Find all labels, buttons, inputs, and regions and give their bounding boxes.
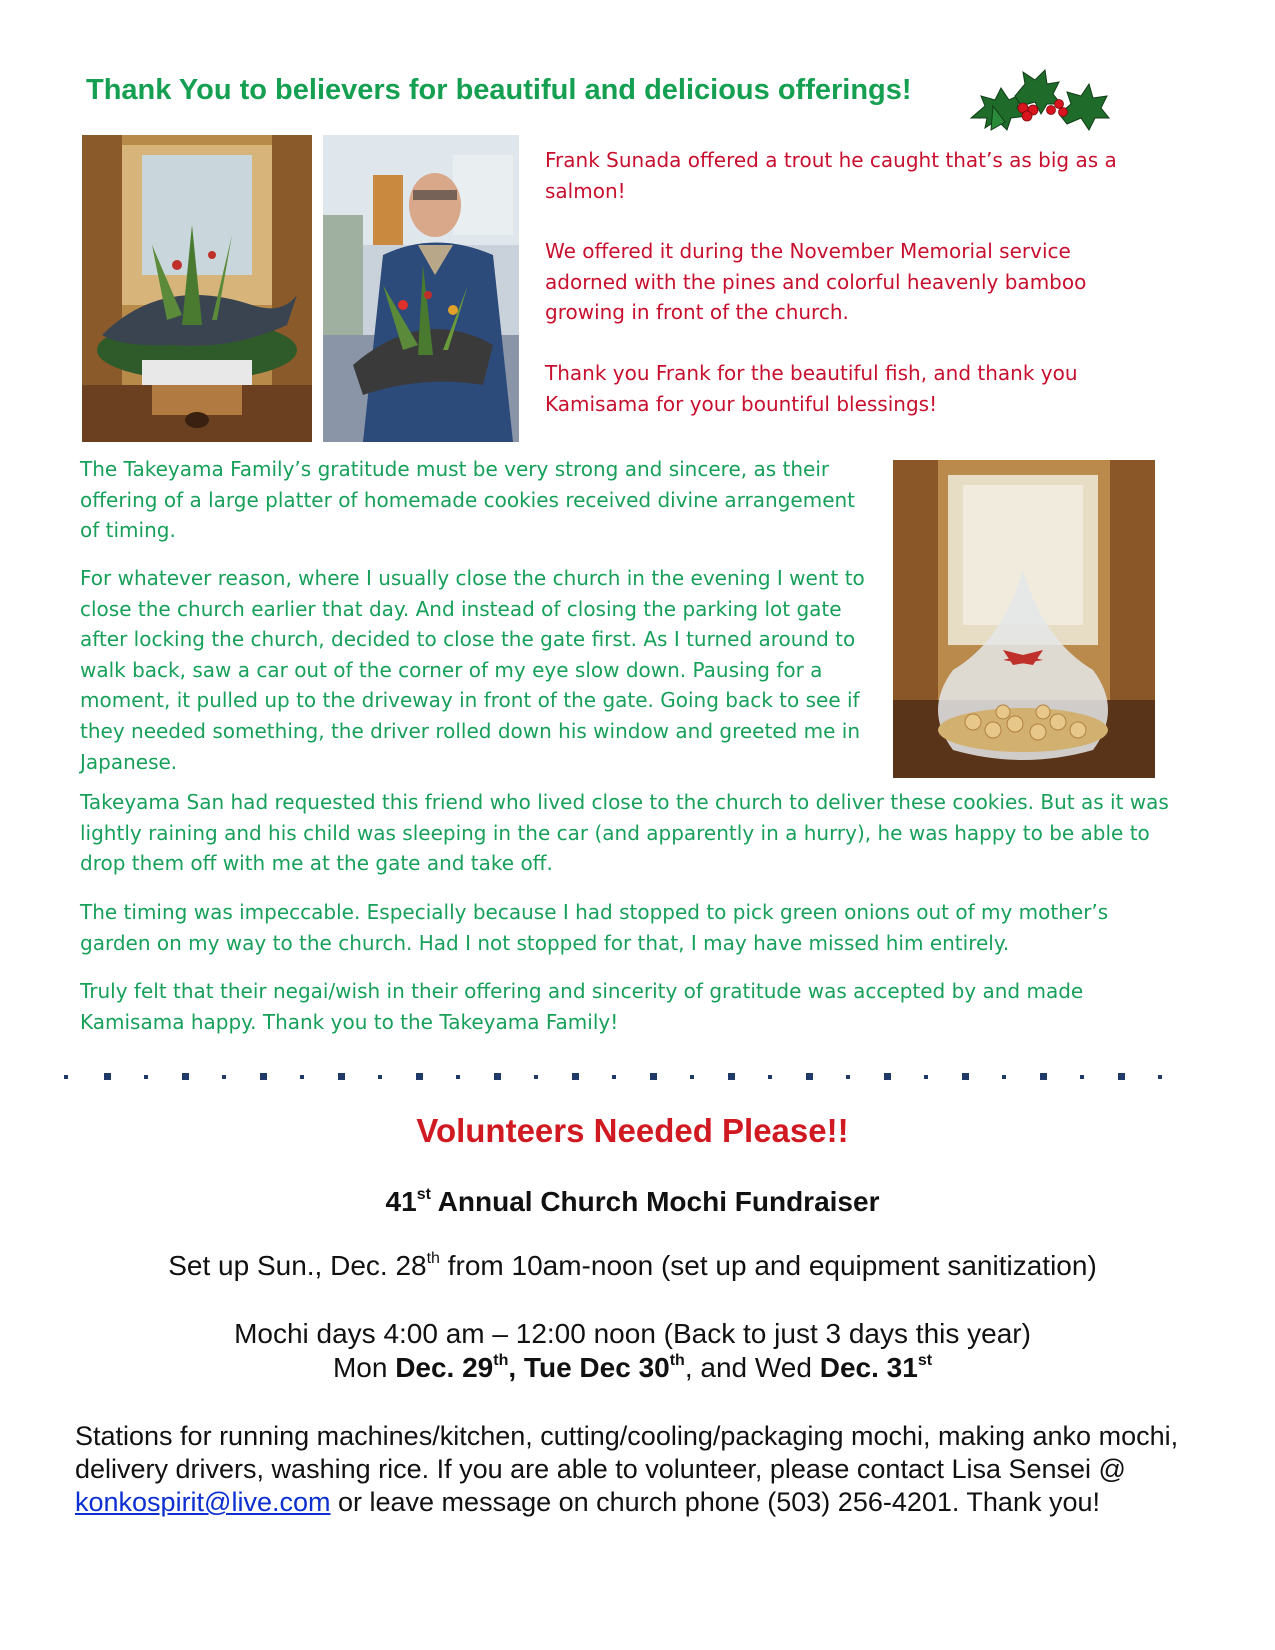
volunteers-title: Volunteers Needed Please!! <box>416 1112 849 1149</box>
takeyama-paragraph-intro: The Takeyama Family’s gratitude must be very strong and sincere, as their offering of a large platter of homemade cookies received divine arrangement of timing. <box>80 457 856 543</box>
date2: Dec 30 <box>579 1352 670 1383</box>
offerings-title: Thank You to believers for beautiful and delicious offerings! <box>86 74 912 106</box>
stations-text: Stations for running machines/kitchen, cutting/cooling/packaging mochi, making anko mochi, delivery drivers, washing rice. If you are able to volunteer, please contact Lisa Sensei @ <box>75 1421 1179 1484</box>
takeyama-paragraph-timing: The timing was impeccable. Especially because I had stopped to pick green onions out of my mother’s garden on my way to the church. Had I not stopped for that, I may have missed him entirely. <box>80 900 1109 955</box>
date3: Dec. 31 <box>819 1352 918 1383</box>
frank-paragraph-memorial: We offered it during the November Memorial service adorned with the pines and colorful heavenly bamboo growing in front of the church. <box>545 239 1087 325</box>
date1-prefix: Mon <box>332 1352 396 1383</box>
fish-offering-photo <box>82 135 312 442</box>
date3-prefix: , and Wed <box>684 1352 820 1383</box>
takeyama-paragraph-closing: Truly felt that their negai/wish in their offering and sincerity of gratitude was accepted by and made Kamisama happy. Thank you to the Takeyama Family! <box>80 979 1084 1034</box>
frank-paragraph-trout: Frank Sunada offered a trout he caught that’s as big as a salmon! <box>545 148 1117 203</box>
mochi-days-line: Mochi days 4:00 am – 12:00 noon (Back to just 3 days this year) <box>234 1318 1031 1349</box>
stations-tail: or leave message on church phone (503) 256-4201. Thank you! <box>330 1487 1100 1517</box>
cookies-photo <box>893 460 1155 778</box>
event-name: Annual Church Mochi Fundraiser <box>430 1186 880 1217</box>
event-number: 41 <box>385 1186 417 1217</box>
setup-details: from 10am-noon (set up and equipment sanitization) <box>439 1250 1097 1281</box>
takeyama-paragraph-story: For whatever reason, where I usually close the church in the evening I went to close the church earlier that day. And instead of closing the parking lot gate after locking the church, decided to close the gate first. As I turned around to walk back, saw a car out of the corner of my eye slow down. Pausing for a moment, it pulled up to the driveway in front of the gate. Going back to see if they needed something, the driver rolled down his window and greeted me in Japanese. <box>80 566 865 774</box>
email-link[interactable]: konkospirit@live.com <box>75 1487 331 1517</box>
setup-line <box>0 1250 1265 1282</box>
date2-prefix: , Tue <box>508 1352 580 1383</box>
mochi-dates-line <box>0 1352 1265 1384</box>
fundraiser-title <box>0 1186 1265 1218</box>
takeyama-paragraph-delivery: Takeyama San had requested this friend who lived close to the church to deliver these cookies. But as it was lightly raining and his child was sleeping in the car (and apparently in a hurry), he was happy to be able to drop them off with me at the gate and take off. <box>80 790 1169 876</box>
frank-photo <box>323 135 519 442</box>
frank-paragraph-thanks: Thank you Frank for the beautiful fish, and thank you Kamisama for your bountiful blessings! <box>545 361 1078 416</box>
holly-icon <box>963 66 1113 138</box>
date1-suffix: th <box>493 1352 509 1369</box>
setup-date: Set up Sun., Dec. 28 <box>168 1250 427 1281</box>
date2-suffix: th <box>669 1352 685 1369</box>
setup-date-suffix: th <box>426 1250 440 1267</box>
date1: Dec. 29 <box>395 1352 494 1383</box>
stations-paragraph <box>75 1420 1215 1519</box>
date3-suffix: st <box>917 1352 933 1369</box>
section-divider <box>60 1071 1180 1083</box>
event-number-suffix: st <box>416 1186 431 1203</box>
